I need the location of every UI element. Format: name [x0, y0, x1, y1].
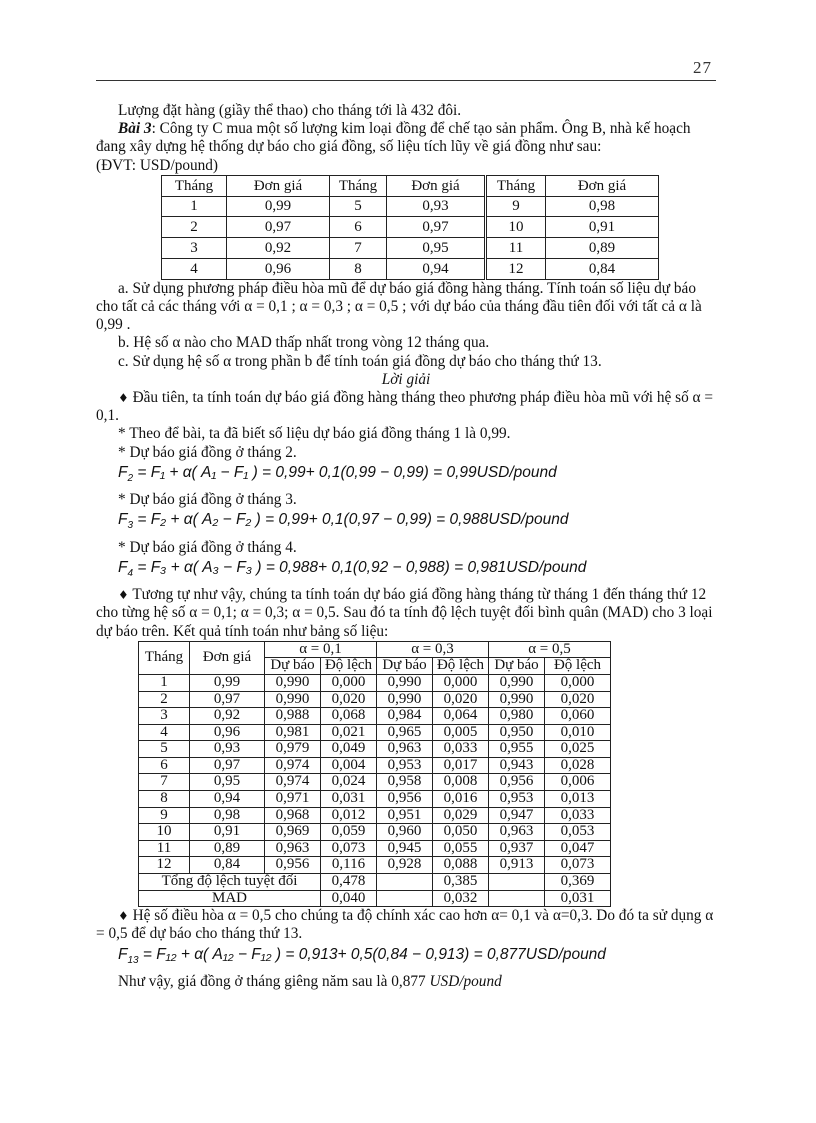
table-header-row	[139, 641, 611, 658]
cell: 0,979	[265, 741, 321, 758]
header-forecast: Dự báo	[265, 658, 321, 675]
cell: 12	[139, 857, 190, 874]
cell: 0,943	[489, 757, 545, 774]
cell: 10	[139, 824, 190, 841]
cell: 0,005	[433, 724, 489, 741]
cell: 0,006	[545, 774, 611, 791]
cell: 0,050	[433, 824, 489, 841]
cell: 5	[330, 196, 387, 217]
cell: 0,088	[433, 857, 489, 874]
formula-f13	[118, 946, 716, 970]
cell: 0,958	[377, 774, 433, 791]
cell: 0,937	[489, 840, 545, 857]
cell: 11	[486, 238, 546, 259]
cell: 0,91	[546, 217, 659, 238]
cell: 1	[162, 196, 227, 217]
cell: 9	[486, 196, 546, 217]
formula-f2	[118, 464, 716, 488]
mad-label: MAD	[139, 890, 321, 907]
total-alpha-03: 0,385	[433, 874, 489, 891]
cell: 0,012	[321, 807, 377, 824]
cell: 0,960	[377, 824, 433, 841]
total-label: Tổng độ lệch tuyệt đối	[139, 874, 321, 891]
cell: 0,981	[265, 724, 321, 741]
cell: 6	[330, 217, 387, 238]
cell: 0,021	[321, 724, 377, 741]
empty-cell	[377, 874, 433, 891]
table-header-row	[162, 175, 659, 196]
cell: 0,068	[321, 708, 377, 725]
cell: 9	[139, 807, 190, 824]
cell: 4	[139, 724, 190, 741]
cell: 0,010	[545, 724, 611, 741]
formula-rhs: = F₁₂ + α( A₁₂ − F₁₂ ) = 0,913+ 0,5(0,84 − 0,913) = 0,877USD/pound	[138, 945, 606, 963]
cell: 0,955	[489, 741, 545, 758]
cell: 0,000	[545, 674, 611, 691]
cell: 0,990	[265, 674, 321, 691]
header-month: Tháng	[486, 175, 546, 196]
cell: 0,956	[265, 857, 321, 874]
cell: 2	[162, 217, 227, 238]
cell: 0,98	[190, 807, 265, 824]
table-row	[139, 840, 611, 857]
cell: 0,84	[546, 259, 659, 280]
formula-f3	[118, 511, 716, 535]
header-price: Đơn giá	[227, 175, 330, 196]
cell: 0,020	[321, 691, 377, 708]
formula-lhs: F	[118, 463, 128, 481]
problem-label: Bài 3	[118, 120, 152, 138]
cell: 6	[139, 757, 190, 774]
note-2: * Dự báo giá đồng ở tháng 2.	[118, 443, 297, 461]
table-row	[139, 774, 611, 791]
cell: 1	[139, 674, 190, 691]
formula-sub: 2	[127, 472, 134, 484]
mad-alpha-01: 0,040	[321, 890, 377, 907]
cell: 0,028	[545, 757, 611, 774]
result-table	[138, 641, 611, 908]
table-row	[139, 757, 611, 774]
cell: 0,017	[433, 757, 489, 774]
cell: 0,974	[265, 757, 321, 774]
cell: 0,025	[545, 741, 611, 758]
final-answer	[96, 973, 716, 991]
formula-f4	[118, 559, 716, 583]
cell: 0,990	[265, 691, 321, 708]
cell: 0,049	[321, 741, 377, 758]
cell: 0,94	[190, 791, 265, 808]
cell: 10	[486, 217, 546, 238]
formula-sub: 13	[127, 954, 139, 966]
step2-text: Tương tự như vậy, chúng ta tính toán dự báo giá đồng hàng tháng từ tháng 1 đến tháng thứ 12 cho từng hệ số α = 0,1; α = 0,3; α = 0,5. Sau đó ta tính độ lệch tuyệt đối bình quân (MAD) cho 3 loại dự báo trên. Kết quả tính toán như bảng số liệu:	[96, 586, 713, 640]
header-deviation: Độ lệch	[545, 658, 611, 675]
table-row	[139, 807, 611, 824]
cell: 0,92	[190, 708, 265, 725]
cell: 0,947	[489, 807, 545, 824]
formula-lhs: F	[118, 558, 128, 576]
mad-alpha-03: 0,032	[433, 890, 489, 907]
cell: 0,963	[489, 824, 545, 841]
cell: 11	[139, 840, 190, 857]
page-number: 27	[693, 58, 712, 77]
cell: 0,92	[227, 238, 330, 259]
cell: 0,91	[190, 824, 265, 841]
cell: 8	[139, 791, 190, 808]
formula-lhs: F	[118, 945, 128, 963]
header-alpha-05: α = 0,5	[489, 641, 611, 658]
document-body	[96, 102, 716, 991]
cell: 4	[162, 259, 227, 280]
intro-line: Lượng đặt hàng (giầy thể thao) cho tháng tới là 432 đôi.	[118, 102, 462, 119]
header-month: Tháng	[139, 641, 190, 674]
cell: 3	[139, 708, 190, 725]
cell: 12	[486, 259, 546, 280]
cell: 0,95	[387, 238, 486, 259]
cell: 0,984	[377, 708, 433, 725]
table-row	[162, 196, 659, 217]
cell: 0,020	[433, 691, 489, 708]
solution-title-text: Lời giải	[381, 370, 431, 388]
header-price: Đơn giá	[546, 175, 659, 196]
table-row	[139, 724, 611, 741]
cell: 0,974	[265, 774, 321, 791]
header-price: Đơn giá	[387, 175, 486, 196]
problem-paragraph	[96, 120, 716, 156]
empty-cell	[489, 874, 545, 891]
cell: 0,963	[377, 741, 433, 758]
mad-row	[139, 890, 611, 907]
total-alpha-05: 0,369	[545, 874, 611, 891]
question-a: a. Sử dụng phương pháp điều hòa mũ để dự báo giá đồng hàng tháng. Tính toán số liệu dự báo cho tất cả các tháng với α = 0,1 ; α = 0,3 ; α = 0,5 ; với dự báo của tháng đầu tiên đối với tất cả α là 0,99 .	[96, 279, 702, 334]
table-row	[162, 217, 659, 238]
formula-rhs: = F₂ + α( A₂ − F₂ ) = 0,99+ 0,1(0,97 − 0,99) = 0,988USD/pound	[133, 511, 569, 529]
note-3: * Dự báo giá đồng ở tháng 3.	[118, 491, 297, 509]
unit-note: (ĐVT: USD/pound)	[96, 156, 219, 174]
table-row	[139, 674, 611, 691]
header-price: Đơn giá	[190, 641, 265, 674]
cell: 0,073	[321, 840, 377, 857]
cell: 0,97	[387, 217, 486, 238]
cell: 0,024	[321, 774, 377, 791]
note-1: * Theo để bài, ta đã biết số liệu dự báo giá đồng tháng 1 là 0,99.	[118, 425, 511, 443]
question-c: c. Sử dụng hệ số α trong phần b để tính toán giá đồng dự báo cho tháng thứ 13.	[118, 352, 602, 370]
header-forecast: Dự báo	[377, 658, 433, 675]
header-month: Tháng	[162, 175, 227, 196]
cell: 0,89	[190, 840, 265, 857]
total-alpha-01: 0,478	[321, 874, 377, 891]
cell: 5	[139, 741, 190, 758]
cell: 0,969	[265, 824, 321, 841]
formula-sub: 3	[127, 520, 134, 532]
cell: 0,94	[387, 259, 486, 280]
table-row	[139, 824, 611, 841]
cell: 0,033	[433, 741, 489, 758]
cell: 0,968	[265, 807, 321, 824]
result-table-body	[139, 674, 611, 873]
table-row	[162, 259, 659, 280]
cell: 0,953	[489, 791, 545, 808]
cell: 0,020	[545, 691, 611, 708]
cell: 0,000	[321, 674, 377, 691]
formula-rhs: = F₁ + α( A₁ − F₁ ) = 0,99+ 0,1(0,99 − 0,99) = 0,99USD/pound	[133, 463, 557, 481]
mad-alpha-05: 0,031	[545, 890, 611, 907]
cell: 0,016	[433, 791, 489, 808]
cell: 0,99	[190, 674, 265, 691]
header-forecast: Dự báo	[489, 658, 545, 675]
cell: 0,031	[321, 791, 377, 808]
cell: 0,98	[546, 196, 659, 217]
price-table	[161, 175, 659, 280]
conclusion-text: Hệ số điều hòa α = 0,5 cho chúng ta độ chính xác cao hơn α= 0,1 và α=0,3. Do đó ta sử dụng α = 0,5 để dự báo cho tháng thứ 13.	[96, 907, 714, 943]
cell: 0,990	[489, 674, 545, 691]
cell: 0,055	[433, 840, 489, 857]
cell: 7	[330, 238, 387, 259]
cell: 0,033	[545, 807, 611, 824]
empty-cell	[377, 890, 433, 907]
note-4: * Dự báo giá đồng ở tháng 4.	[118, 538, 297, 556]
solution-step-1	[96, 389, 716, 425]
conclusion	[96, 907, 716, 943]
cell: 0,96	[190, 724, 265, 741]
total-row	[139, 874, 611, 891]
cell: 0,945	[377, 840, 433, 857]
cell: 0,953	[377, 757, 433, 774]
cell: 0,95	[190, 774, 265, 791]
table-row	[139, 691, 611, 708]
diamond-bullet-icon: ♦	[118, 588, 129, 603]
header-deviation: Độ lệch	[433, 658, 489, 675]
cell: 0,047	[545, 840, 611, 857]
cell: 0,990	[377, 691, 433, 708]
cell: 0,053	[545, 824, 611, 841]
cell: 0,060	[545, 708, 611, 725]
cell: 0,963	[265, 840, 321, 857]
table-row	[162, 238, 659, 259]
formula-lhs: F	[118, 511, 128, 529]
cell: 0,988	[265, 708, 321, 725]
cell: 0,97	[190, 757, 265, 774]
cell: 0,89	[546, 238, 659, 259]
cell: 0,990	[489, 691, 545, 708]
cell: 0,029	[433, 807, 489, 824]
empty-cell	[489, 890, 545, 907]
final-text: Như vậy, giá đồng ở tháng giêng năm sau là 0,877	[118, 972, 430, 990]
cell: 0,93	[190, 741, 265, 758]
cell: 0,004	[321, 757, 377, 774]
cell: 0,956	[489, 774, 545, 791]
question-b: b. Hệ số α nào cho MAD thấp nhất trong vòng 12 tháng qua.	[118, 334, 490, 352]
header-month: Tháng	[330, 175, 387, 196]
cell: 0,950	[489, 724, 545, 741]
cell: 0,956	[377, 791, 433, 808]
cell: 3	[162, 238, 227, 259]
table-row	[139, 741, 611, 758]
solution-title	[96, 371, 716, 389]
table-row	[139, 791, 611, 808]
cell: 0,96	[227, 259, 330, 280]
diamond-bullet-icon: ♦	[118, 391, 129, 406]
table-row	[139, 857, 611, 874]
formula-sub: 4	[127, 567, 134, 579]
cell: 0,059	[321, 824, 377, 841]
cell: 0,000	[433, 674, 489, 691]
header-alpha-03: α = 0,3	[377, 641, 489, 658]
table-row	[139, 708, 611, 725]
cell: 0,97	[227, 217, 330, 238]
cell: 0,97	[190, 691, 265, 708]
cell: 0,073	[545, 857, 611, 874]
cell: 0,971	[265, 791, 321, 808]
final-unit: USD/pound	[429, 972, 502, 990]
cell: 0,928	[377, 857, 433, 874]
cell: 0,013	[545, 791, 611, 808]
cell: 2	[139, 691, 190, 708]
cell: 0,064	[433, 708, 489, 725]
formula-rhs: = F₃ + α( A₃ − F₃ ) = 0,988+ 0,1(0,92 − 0,988) = 0,981USD/pound	[133, 558, 587, 576]
cell: 0,980	[489, 708, 545, 725]
cell: 0,965	[377, 724, 433, 741]
problem-text: : Công ty C mua một số lượng kim loại đồng để chế tạo sản phẩm. Ông B, nhà kế hoạch đang xây dựng hệ thống dự báo cho giá đồng, số liệu tích lũy về giá đồng như sau:	[96, 120, 691, 156]
header-deviation: Độ lệch	[321, 658, 377, 675]
cell: 0,008	[433, 774, 489, 791]
header-alpha-01: α = 0,1	[265, 641, 377, 658]
cell: 0,990	[377, 674, 433, 691]
step1-text: Đầu tiên, ta tính toán dự báo giá đồng hàng tháng theo phương pháp điều hòa mũ với hệ số α = 0,1.	[96, 389, 714, 425]
solution-step-2	[96, 586, 716, 641]
diamond-bullet-icon: ♦	[118, 909, 129, 924]
cell: 0,116	[321, 857, 377, 874]
cell: 0,99	[227, 196, 330, 217]
cell: 0,951	[377, 807, 433, 824]
cell: 0,93	[387, 196, 486, 217]
cell: 0,913	[489, 857, 545, 874]
cell: 7	[139, 774, 190, 791]
cell: 0,84	[190, 857, 265, 874]
cell: 8	[330, 259, 387, 280]
header-rule	[96, 80, 716, 81]
